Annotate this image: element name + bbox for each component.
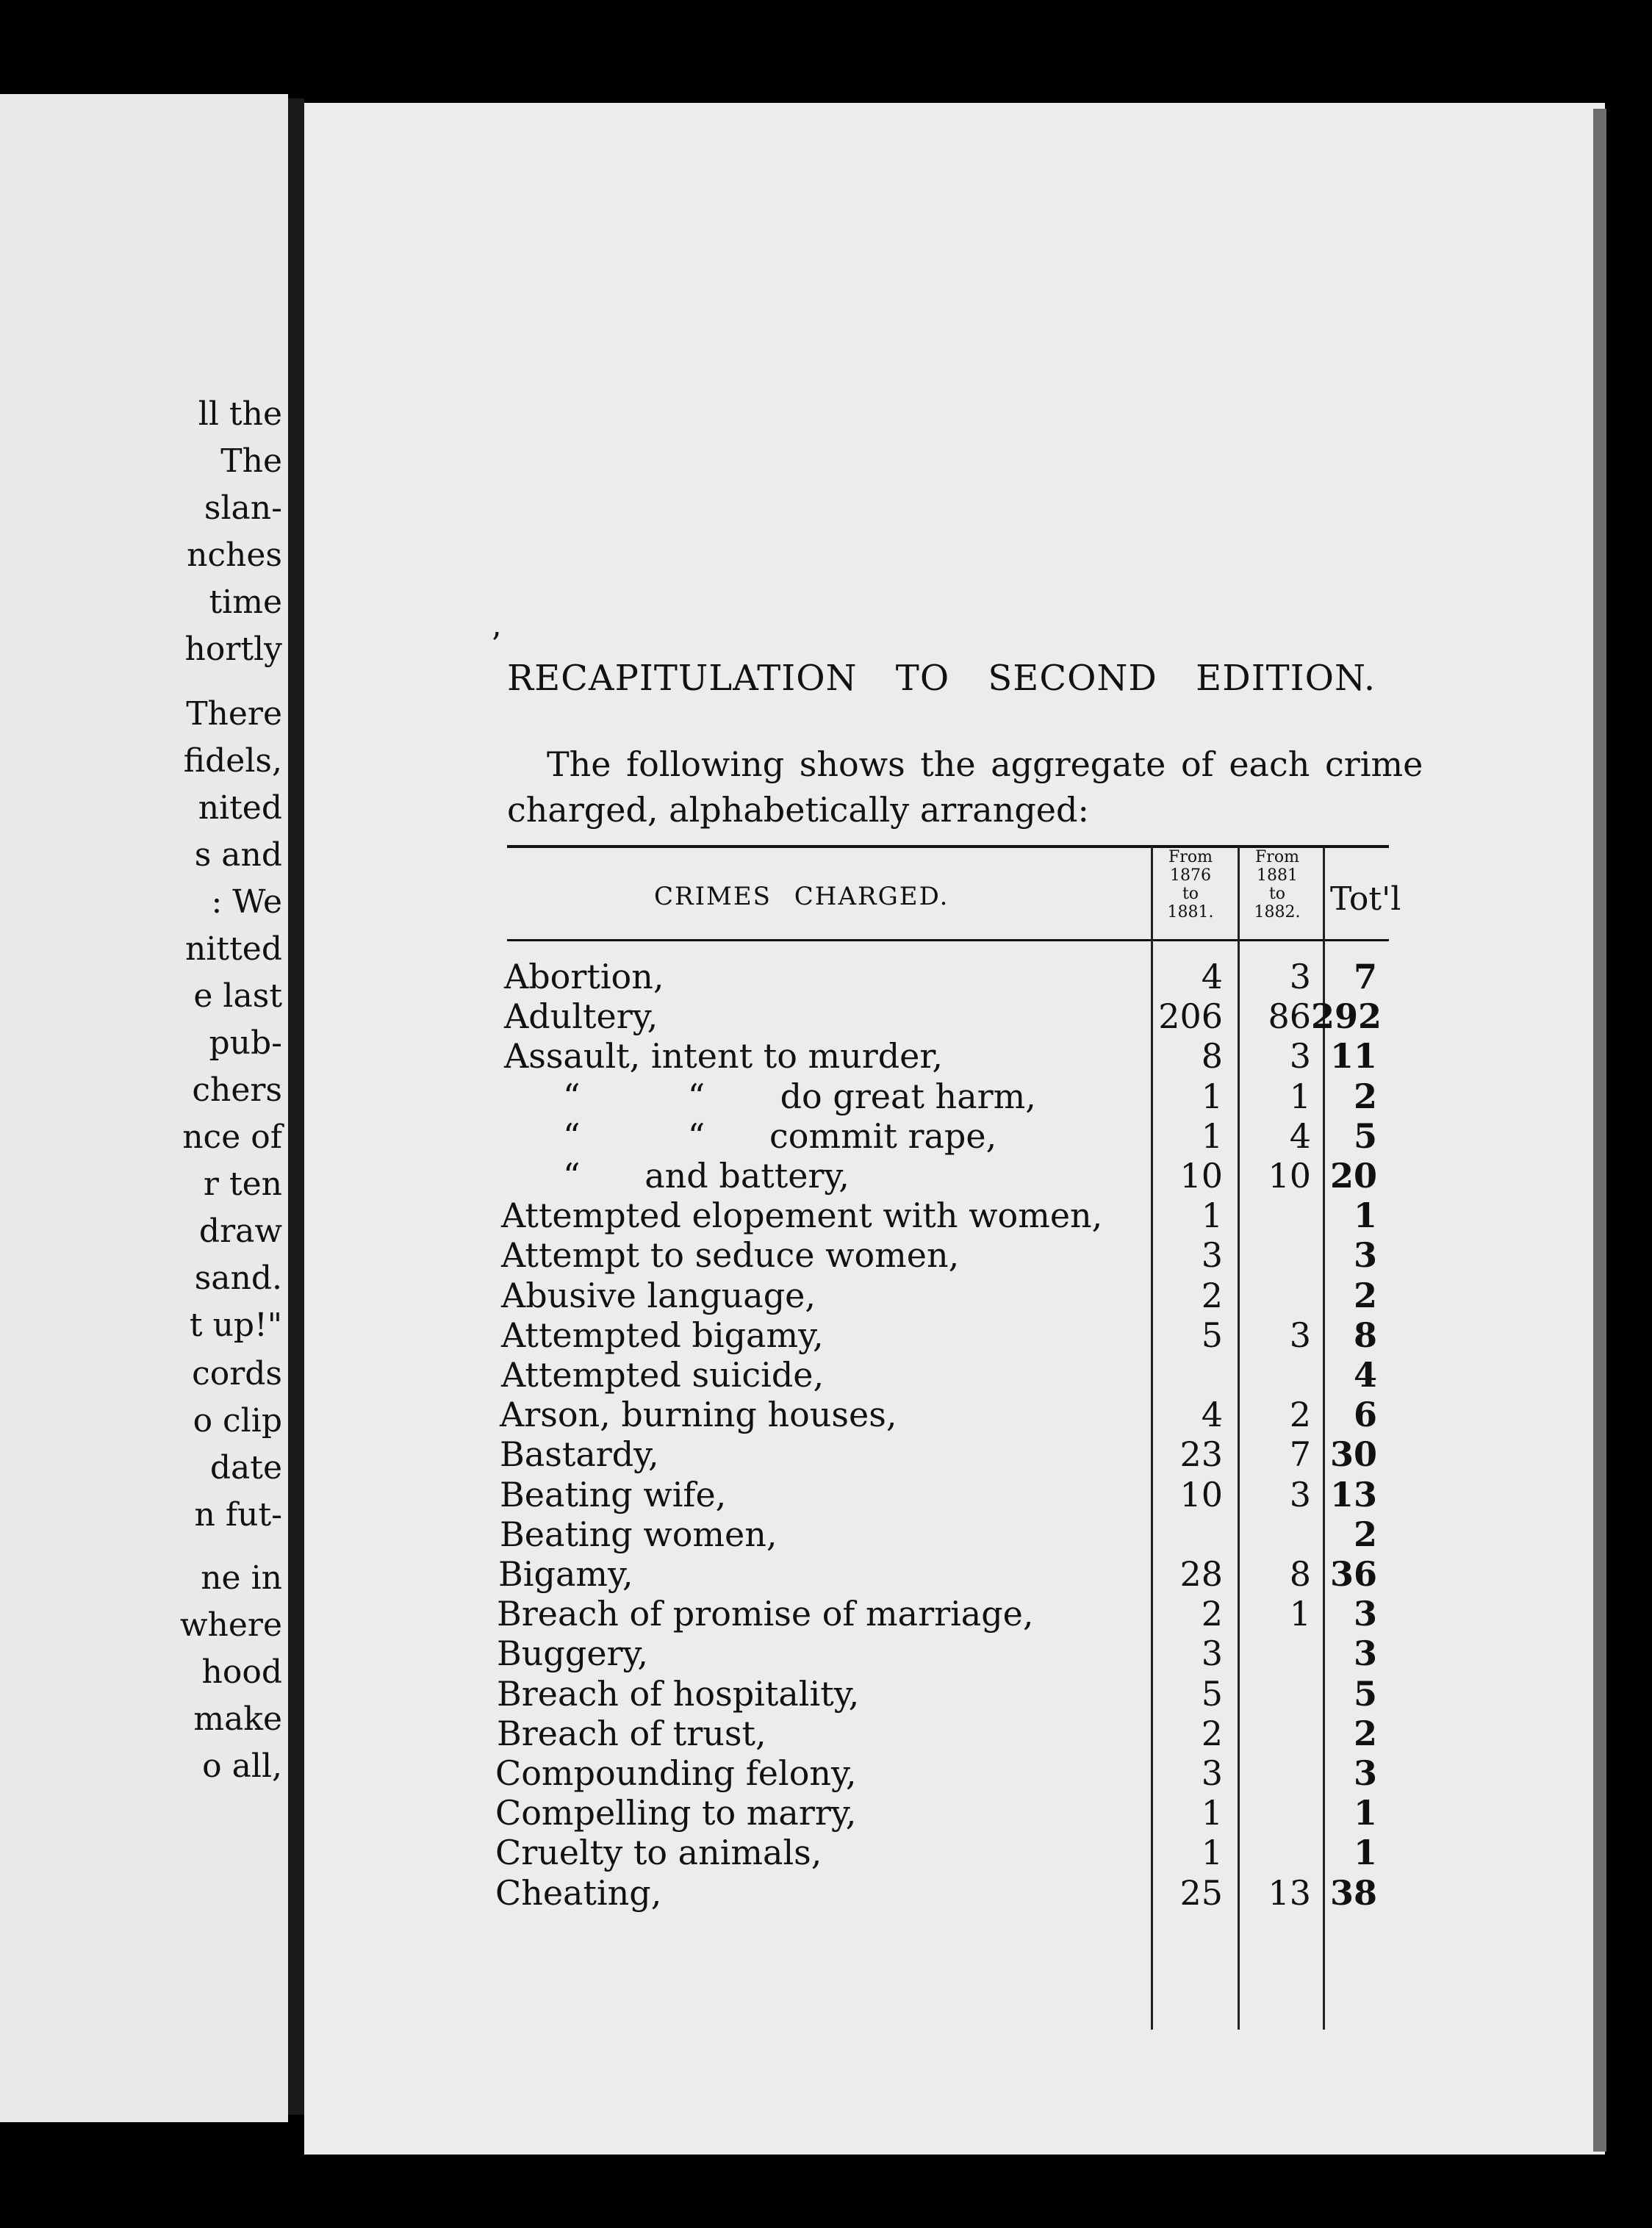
- left-page-text-fragment: slan-: [204, 489, 282, 527]
- count-1881-1882: 1: [1289, 1594, 1311, 1634]
- table-row: [304, 1235, 1605, 1275]
- right-page: [304, 103, 1605, 2155]
- crime-label: Breach of trust,: [497, 1713, 766, 1753]
- left-page-text-fragment: draw: [198, 1212, 282, 1250]
- count-1876-1881: 25: [1179, 1872, 1223, 1913]
- count-total: 30: [1329, 1434, 1377, 1475]
- left-page-text-fragment: date: [209, 1449, 282, 1487]
- left-page-text-fragment: make: [193, 1700, 282, 1738]
- header-from-1881-line: From: [1255, 848, 1299, 866]
- table-row: [304, 1434, 1605, 1474]
- count-1881-1882: 3: [1289, 1036, 1311, 1077]
- header-from-1881-line: 1881: [1257, 866, 1298, 885]
- table-row: [304, 1873, 1605, 1913]
- crime-label: Buggery,: [497, 1634, 649, 1674]
- table-row: [304, 1276, 1605, 1315]
- count-1881-1882: 10: [1268, 1156, 1311, 1196]
- count-total: 13: [1329, 1474, 1377, 1514]
- count-1881-1882: 13: [1268, 1872, 1311, 1913]
- crime-label: Abortion,: [504, 957, 664, 996]
- count-1876-1881: 1: [1201, 1793, 1223, 1833]
- left-page-text-fragment: : We: [211, 883, 282, 921]
- header-from-1876-line: 1881.: [1167, 903, 1214, 921]
- left-page-text-fragment: nce of: [182, 1118, 282, 1156]
- table-row: [304, 1196, 1605, 1235]
- count-1876-1881: 1: [1201, 1115, 1223, 1156]
- crime-label: Cruelty to animals,: [495, 1833, 822, 1873]
- left-page-text-fragment: ll the: [198, 395, 282, 433]
- crime-label: “ “ do great harm,: [563, 1076, 1036, 1116]
- crime-label: Beating women,: [500, 1514, 777, 1554]
- header-from-1876-line: 1876: [1170, 866, 1211, 885]
- left-page-text-fragment: nitted: [185, 930, 282, 968]
- left-page-text-fragment: chers: [192, 1071, 282, 1109]
- table-row: [304, 1714, 1605, 1753]
- count-1876-1881: 5: [1201, 1673, 1223, 1714]
- table-row: [304, 1475, 1605, 1514]
- crime-label: Compelling to marry,: [495, 1793, 857, 1833]
- crime-label: Arson, burning houses,: [500, 1395, 897, 1435]
- page-edge: [1593, 109, 1606, 2152]
- count-1876-1881: 1: [1201, 1833, 1223, 1873]
- crime-label: Bastardy,: [500, 1434, 659, 1475]
- count-1876-1881: 2: [1201, 1594, 1223, 1634]
- header-from-1876-line: to: [1182, 885, 1199, 903]
- crime-label: Bigamy,: [498, 1554, 633, 1594]
- count-total: 3: [1353, 1634, 1377, 1674]
- crime-label: Cheating,: [495, 1872, 662, 1913]
- count-1876-1881: 28: [1179, 1554, 1223, 1594]
- book-spine: [288, 98, 304, 2115]
- left-page-text-fragment: t up!": [189, 1307, 282, 1344]
- count-total: 2: [1353, 1514, 1377, 1554]
- count-total: 1: [1353, 1793, 1377, 1833]
- count-total: 5: [1353, 1673, 1377, 1714]
- count-1876-1881: 10: [1179, 1474, 1223, 1514]
- table-row: [304, 1355, 1605, 1395]
- count-1881-1882: 3: [1289, 1315, 1311, 1355]
- count-1881-1882: 4: [1289, 1115, 1311, 1156]
- left-page-text-fragment: hortly: [184, 630, 282, 668]
- crime-label: Attempt to seduce women,: [501, 1235, 960, 1276]
- count-total: 2: [1353, 1275, 1377, 1315]
- count-1881-1882: 1: [1289, 1076, 1311, 1116]
- table-row: [304, 1116, 1605, 1156]
- count-total: 4: [1353, 1355, 1377, 1395]
- crime-label: Abusive language,: [501, 1275, 816, 1315]
- count-1881-1882: 3: [1289, 957, 1311, 996]
- count-1876-1881: 4: [1201, 957, 1223, 996]
- count-1876-1881: 3: [1201, 1235, 1223, 1276]
- header-from-1881: [1240, 848, 1314, 921]
- crime-label: Attempted elopement with women,: [501, 1196, 1103, 1236]
- crime-label: Adultery,: [504, 996, 658, 1037]
- table-row: [304, 1634, 1605, 1673]
- header-from-1876-line: From: [1168, 848, 1213, 866]
- count-1881-1882: 8: [1289, 1554, 1311, 1594]
- left-page-text-fragment: r ten: [203, 1165, 282, 1203]
- intro-line-1: The following shows the aggregate of each crime: [547, 744, 1423, 784]
- table-row: [304, 1514, 1605, 1554]
- count-1876-1881: 206: [1158, 996, 1223, 1037]
- count-total: 11: [1329, 1036, 1377, 1077]
- crime-label: “ and battery,: [563, 1156, 850, 1196]
- crime-label: Attempted bigamy,: [501, 1315, 824, 1355]
- left-page-text-fragment: cords: [192, 1355, 282, 1392]
- intro-line-2: charged, alphabetically arranged:: [507, 790, 1089, 830]
- header-from-1881-line: 1882.: [1254, 903, 1301, 921]
- crime-label: Compounding felony,: [495, 1753, 857, 1793]
- table-row: [304, 1753, 1605, 1793]
- left-page-text-fragment: There: [186, 695, 282, 733]
- left-page-text-fragment: sand.: [194, 1259, 282, 1297]
- left-facing-page: [0, 94, 288, 2122]
- count-1881-1882: 7: [1289, 1434, 1311, 1475]
- count-total: 6: [1353, 1395, 1377, 1435]
- count-total: 8: [1353, 1315, 1377, 1355]
- count-1876-1881: 2: [1201, 1713, 1223, 1753]
- left-page-text-fragment: fidels,: [183, 742, 282, 780]
- count-1881-1882: 2: [1289, 1395, 1311, 1435]
- count-total: 1: [1353, 1833, 1377, 1873]
- count-1876-1881: 1: [1201, 1076, 1223, 1116]
- count-1876-1881: 8: [1201, 1036, 1223, 1077]
- count-total: 7: [1353, 957, 1377, 996]
- crime-label: Assault, intent to murder,: [504, 1036, 943, 1077]
- count-1876-1881: 3: [1201, 1634, 1223, 1674]
- count-total: 20: [1329, 1156, 1377, 1196]
- count-1876-1881: 1: [1201, 1196, 1223, 1236]
- count-1876-1881: 2: [1201, 1275, 1223, 1315]
- left-page-text-fragment: The: [220, 442, 282, 480]
- left-page-text-fragment: n fut-: [194, 1496, 282, 1534]
- count-1881-1882: 3: [1289, 1474, 1311, 1514]
- left-page-text-fragment: hood: [201, 1653, 282, 1691]
- crime-label: Beating wife,: [500, 1474, 727, 1514]
- count-1876-1881: 3: [1201, 1753, 1223, 1793]
- page-heading: RECAPITULATION TO SECOND EDITION.: [507, 658, 1376, 699]
- left-page-text-fragment: pub-: [209, 1024, 282, 1062]
- count-1876-1881: 10: [1179, 1156, 1223, 1196]
- left-page-text-fragment: nches: [187, 536, 282, 574]
- table-row: [304, 1594, 1605, 1634]
- count-total: 38: [1329, 1872, 1377, 1913]
- table-row: [304, 1315, 1605, 1355]
- table-row: [304, 1674, 1605, 1714]
- count-total: 36: [1329, 1554, 1377, 1594]
- crime-label: Breach of promise of marriage,: [497, 1594, 1034, 1634]
- header-from-1881-line: to: [1268, 885, 1286, 903]
- table-row: [304, 1395, 1605, 1434]
- left-page-text-fragment: where: [179, 1606, 282, 1644]
- count-total: 2: [1353, 1076, 1377, 1116]
- crime-label: “ “ commit rape,: [563, 1115, 997, 1156]
- left-page-text-fragment: nited: [198, 789, 282, 827]
- header-bottom-rule: [507, 939, 1389, 941]
- left-page-text-fragment: o clip: [193, 1402, 282, 1440]
- table-row: [304, 1156, 1605, 1196]
- left-page-text-fragment: s and: [194, 836, 282, 874]
- count-total: 5: [1353, 1115, 1377, 1156]
- crime-label: Breach of hospitality,: [497, 1673, 860, 1714]
- count-total: 1: [1353, 1196, 1377, 1236]
- count-total: 292: [1311, 996, 1382, 1037]
- crime-label: Attempted suicide,: [501, 1355, 825, 1395]
- table-row: [304, 1036, 1605, 1076]
- header-total: Tot'l: [1330, 880, 1401, 918]
- table-row: [304, 1793, 1605, 1833]
- count-1881-1882: 86: [1268, 996, 1311, 1037]
- count-1876-1881: 4: [1201, 1395, 1223, 1435]
- table-row: [304, 957, 1605, 996]
- left-page-text-fragment: time: [209, 583, 282, 621]
- left-page-text-fragment: ne in: [201, 1559, 282, 1597]
- table-row: [304, 996, 1605, 1036]
- stray-mark: ’: [491, 626, 501, 664]
- table-row: [304, 1077, 1605, 1116]
- table-row: [304, 1554, 1605, 1594]
- count-total: 2: [1353, 1713, 1377, 1753]
- count-1876-1881: 5: [1201, 1315, 1223, 1355]
- count-total: 3: [1353, 1594, 1377, 1634]
- left-page-text-fragment: o all,: [202, 1747, 282, 1785]
- header-from-1876: [1154, 848, 1227, 921]
- count-total: 3: [1353, 1753, 1377, 1793]
- table-row: [304, 1833, 1605, 1872]
- count-1876-1881: 23: [1179, 1434, 1223, 1475]
- header-crimes-charged: CRIMES CHARGED.: [654, 882, 949, 911]
- count-total: 3: [1353, 1235, 1377, 1276]
- left-page-text-fragment: e last: [193, 977, 282, 1015]
